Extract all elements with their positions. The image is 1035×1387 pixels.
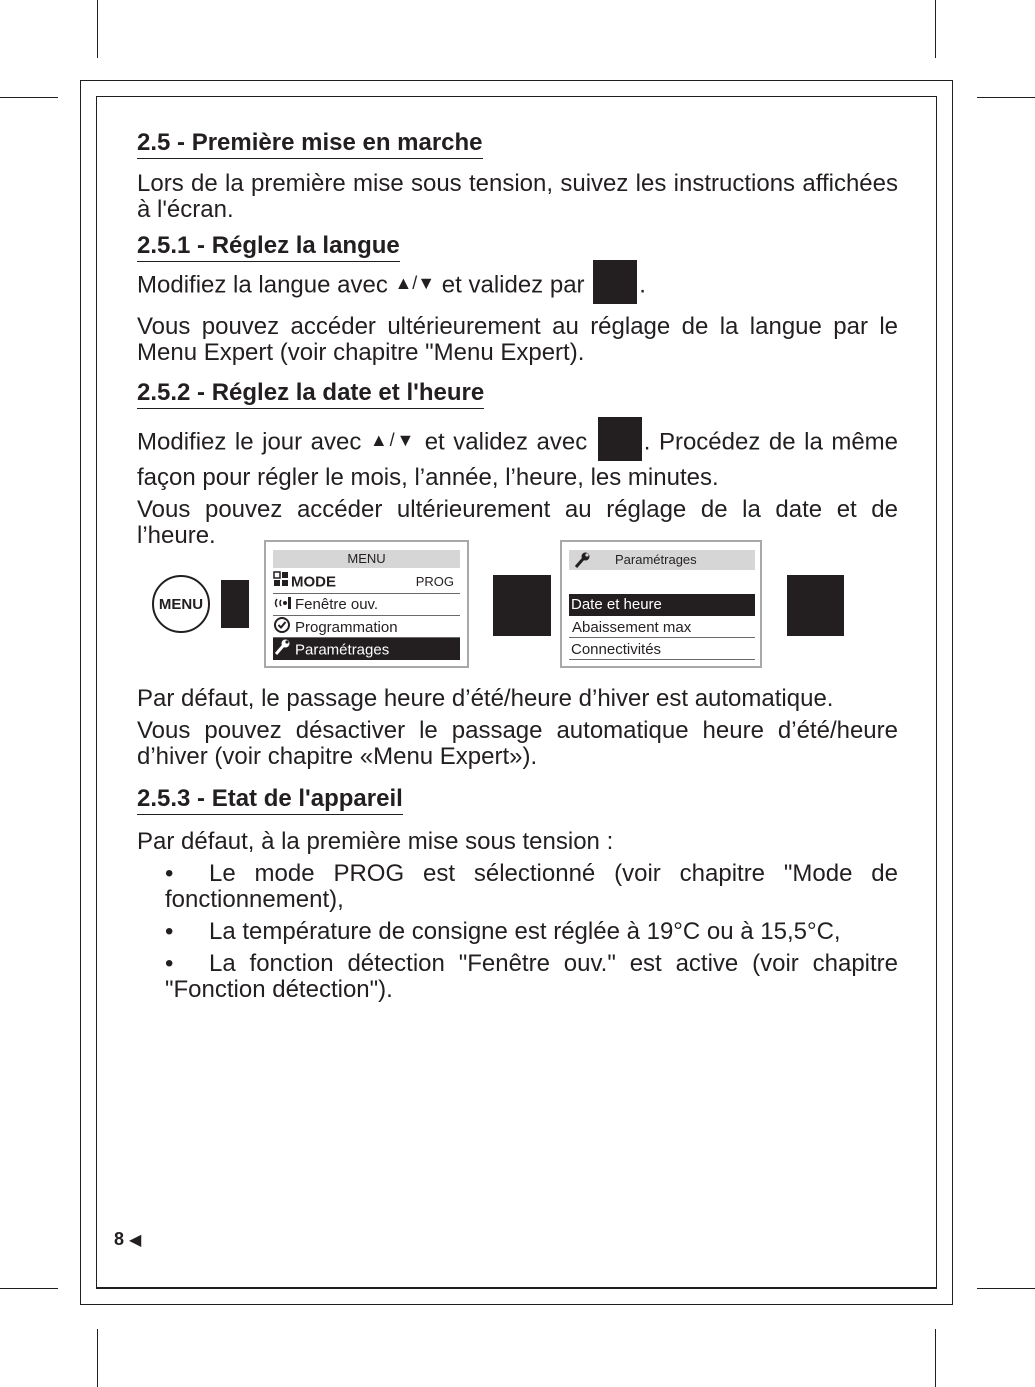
menu-screen-title: MENU [273,550,460,568]
menu-button-icon: MENU [152,575,210,633]
bullet: • [165,950,174,977]
page-content-lower [137,686,898,1003]
menu-row-settings [273,638,460,660]
press-key-icon [221,580,249,628]
settings-row-date: Date et heure [569,594,755,616]
date-instruction [137,421,898,491]
mode-badge: PROG [415,574,454,589]
settings-screen-title: Paramétrages [615,552,697,567]
crop-mark [935,1329,936,1387]
page-number-value: 8 [114,1229,125,1249]
date-later-note: Vous pouvez accéder ultérieurement au réglage de la date et de l’heure. [137,496,898,549]
crop-mark [977,1288,1035,1289]
menu-row-program [273,616,460,638]
language-instruction-end: . [639,271,646,299]
page-arrow-icon: ◀ [129,1232,142,1249]
language-instruction-text-2: et validez par [435,271,592,299]
date-instruction-text-2: et validez avec [416,428,596,456]
list-item-text: La température de consigne est réglée à 19°C ou à 15,5°C, [209,918,841,945]
list-item-text: Le mode PROG est sélectionné (voir chapitre "Mode de fonctionnement), [165,860,898,913]
crop-mark [0,97,58,98]
menu-row-mode-label: MODE [291,573,336,591]
open-window-icon [273,595,295,616]
section-2-5-intro: Lors de la première mise sous tension, suivez les instructions affichées à l'écran. [137,170,898,223]
bullet: • [165,918,174,945]
settings-screen [560,540,762,668]
language-expert-note: Vous pouvez accéder ultérieurement au réglage de la langue par le Menu Expert (voir chapitre "Menu Expert). [137,313,898,366]
settings-screen-title-bar [569,550,755,570]
ok-key-icon [593,260,637,304]
crop-mark [935,0,936,58]
crop-mark [977,97,1035,98]
menu-navigation-figure [137,538,898,670]
section-2-5-title: 2.5 - Première mise en marche [137,128,483,159]
language-instruction [137,264,898,308]
crop-mark [0,1288,58,1289]
bullet: • [165,860,174,887]
language-instruction-text: Modifiez la langue avec [137,271,395,299]
settings-row-lowering: Abaissement max [569,617,755,638]
section-2-5-1-title: 2.5.1 - Réglez la langue [137,231,400,262]
menu-row-mode [273,571,460,594]
crop-mark [97,1329,98,1387]
page-content [137,128,898,549]
date-instruction-text: Modifiez le jour avec [137,428,370,456]
list-item [137,951,898,1003]
date-instruction-text-3: . Procédez de la même façon pour régler le mois, l’année, l’heure, les minutes. [137,428,899,491]
press-key-icon [493,575,551,636]
list-item [137,861,898,913]
menu-row-window [273,594,460,616]
dst-default-text: Par défaut, le passage heure d’été/heure d’hiver est automatique. [137,685,834,712]
device-state-list [137,861,898,1003]
up-down-arrows-icon: ▲/▼ [394,273,436,294]
wrench-icon [573,551,591,575]
program-clock-icon [273,616,295,640]
dst-disable-text: Vous pouvez désactiver le passage automatique heure d’été/heure d’hiver (voir chapitre «Menu Expert»). [137,717,898,770]
section-2-5-3-title: 2.5.3 - Etat de l'appareil [137,784,403,815]
menu-row-program-label: Programmation [295,618,398,636]
page-number [114,1229,141,1250]
list-item-text: La fonction détection "Fenêtre ouv." est active (voir chapitre "Fonction détection"). [165,950,898,1003]
crop-mark [97,0,98,58]
settings-row-connectivity: Connectivités [569,639,755,660]
wrench-icon [273,638,295,663]
list-item [137,919,898,945]
mode-grid-icon [273,571,291,594]
press-key-icon [787,575,844,636]
section-2-5-2-title: 2.5.2 - Réglez la date et l'heure [137,378,484,409]
device-state-intro: Par défaut, à la première mise sous tension : [137,828,614,855]
ok-key-icon [598,417,642,461]
up-down-arrows-icon: ▲/▼ [369,430,417,451]
menu-screen [264,540,469,668]
menu-row-settings-label: Paramétrages [295,641,390,659]
menu-row-window-label: Fenêtre ouv. [295,596,379,613]
